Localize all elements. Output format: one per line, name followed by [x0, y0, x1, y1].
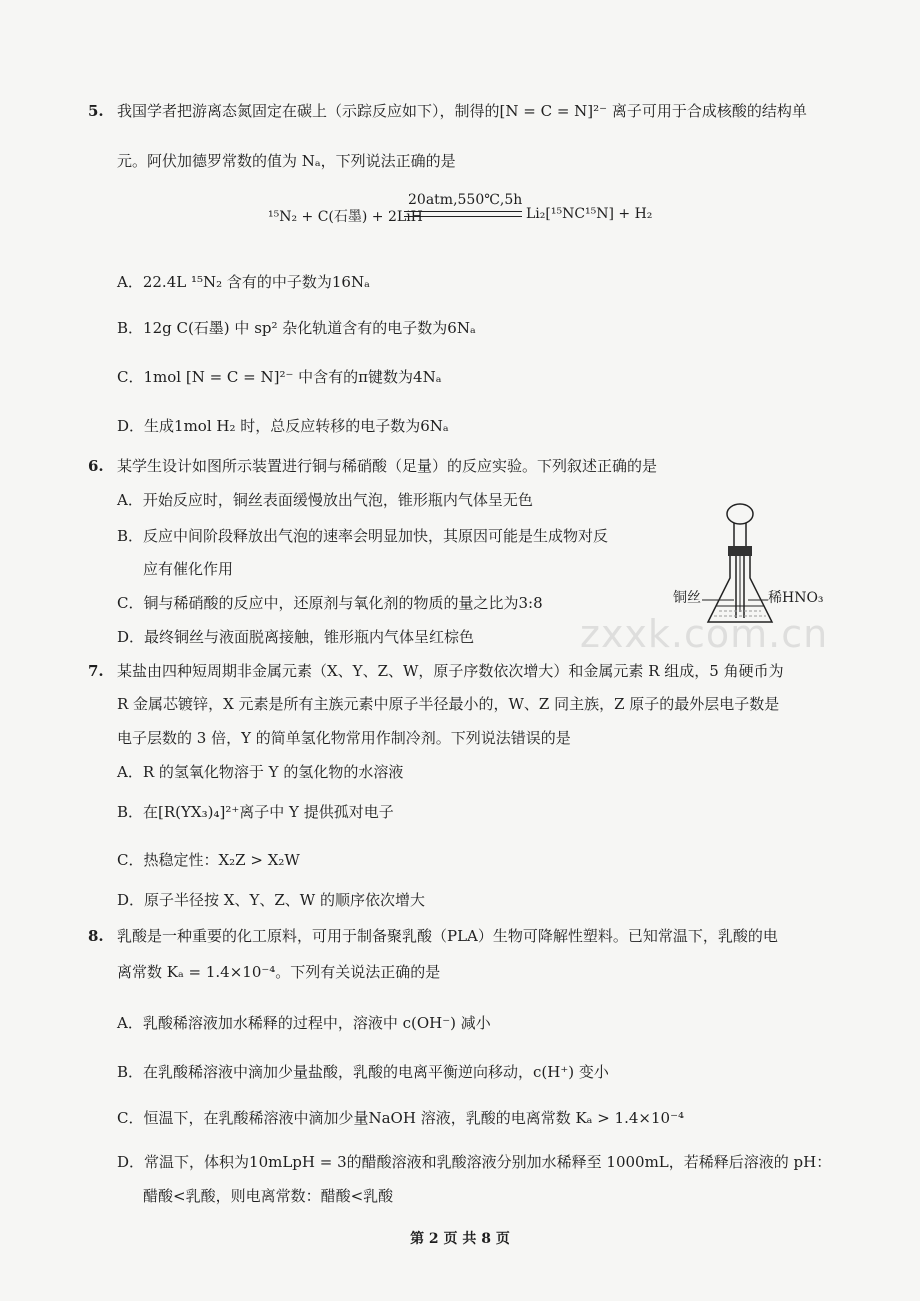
question-8-stem-line2: 离常数 Kₐ = 1.4×10⁻⁴。下列有关说法正确的是 [117, 963, 441, 981]
question-7-option-c: C．热稳定性：X₂Z > X₂W [117, 851, 300, 869]
question-7-stem-line3: 电子层数的 3 倍，Y 的简单氢化物常用作制冷剂。下列说法错误的是 [117, 729, 571, 747]
question-8-option-d-line1: D．常温下，体积为10mLpH = 3的醋酸溶液和乳酸溶液分别加水稀释至 1000mL，若稀释后溶液的 pH： [117, 1153, 832, 1171]
question-8-option-b: B．在乳酸稀溶液中滴加少量盐酸，乳酸的电离平衡逆向移动，c(H⁺) 变小 [117, 1063, 609, 1081]
question-5-option-a: A．22.4L ¹⁵N₂ 含有的中子数为16Nₐ [117, 273, 370, 291]
question-7-stem-line2: R 金属芯镀锌，X 元素是所有主族元素中原子半径最小的，W、Z 同主族，Z 原子的最外层电子数是 [117, 695, 780, 713]
question-7-stem-line1: 某盐由四种短周期非金属元素（X、Y、Z、W，原子序数依次增大）和金属元素 R 组成，5 角硬币为 [117, 662, 784, 680]
question-7-number: 7. [88, 662, 104, 680]
reaction-equation [268, 192, 668, 236]
question-8-option-c: C．恒温下，在乳酸稀溶液中滴加少量NaOH 溶液，乳酸的电离常数 Kₐ > 1.4×10⁻⁴ [117, 1109, 684, 1127]
question-6-option-b-line2: 应有催化作用 [143, 560, 234, 578]
question-8-option-d-line2: 醋酸<乳酸，则电离常数：醋酸<乳酸 [143, 1187, 394, 1205]
question-8-number: 8. [88, 927, 104, 945]
question-7-option-b: B．在[R(YX₃)₄]²⁺离子中 Y 提供孤对电子 [117, 803, 394, 821]
question-7-option-d: D．原子半径按 X、Y、Z、W 的顺序依次增大 [117, 891, 425, 909]
reaction-arrow [404, 211, 522, 217]
question-6-number: 6. [88, 457, 104, 475]
question-7-option-a: A．R 的氢氧化物溶于 Y 的氢化物的水溶液 [117, 763, 404, 781]
question-5-stem-line2: 元。阿伏加德罗常数的值为 Nₐ，下列说法正确的是 [117, 152, 456, 170]
reaction-condition: 20atm,550℃,5h [408, 192, 523, 208]
copper-wire-label: 铜丝 [673, 590, 701, 606]
reaction-reactants: ¹⁵N₂ + C(石墨) + 2LiH [268, 209, 423, 225]
question-5-number: 5. [88, 102, 104, 120]
question-6-option-a: A．开始反应时，铜丝表面缓慢放出气泡，锥形瓶内气体呈无色 [117, 491, 533, 509]
question-6-option-d: D．最终铜丝与液面脱离接触，锥形瓶内气体呈红棕色 [117, 628, 475, 646]
question-6-option-c: C．铜与稀硝酸的反应中，还原剂与氧化剂的物质的量之比为3:8 [117, 594, 543, 612]
question-5-option-d: D．生成1mol H₂ 时，总反应转移的电子数为6Nₐ [117, 417, 449, 435]
question-5-option-c: C．1mol [N = C = N]²⁻ 中含有的π键数为4Nₐ [117, 368, 442, 386]
question-8-stem-line1: 乳酸是一种重要的化工原料，可用于制备聚乳酸（PLA）生物可降解性塑料。已知常温下，乳酸的电 [117, 927, 778, 945]
dilute-nitric-acid-label: 稀HNO₃ [768, 590, 824, 606]
question-5-stem-line1: 我国学者把游离态氮固定在碳上（示踪反应如下），制得的[N = C = N]²⁻ 离子可用于合成核酸的结构单 [117, 102, 807, 120]
flask-apparatus-figure [664, 500, 864, 630]
reaction-products: Li₂[¹⁵NC¹⁵N] + H₂ [526, 206, 653, 222]
question-6-option-b-line1: B．反应中间阶段释放出气泡的速率会明显加快，其原因可能是生成物对反 [117, 527, 609, 545]
page-footer: 第 2 页 共 8 页 [410, 1231, 510, 1247]
watermark: zxxk.com.cn [580, 612, 829, 656]
question-6-stem: 某学生设计如图所示装置进行铜与稀硝酸（足量）的反应实验。下列叙述正确的是 [117, 457, 658, 475]
question-8-option-a: A．乳酸稀溶液加水稀释的过程中，溶液中 c(OH⁻) 减小 [117, 1014, 491, 1032]
question-5-option-b: B．12g C(石墨) 中 sp² 杂化轨道含有的电子数为6Nₐ [117, 319, 476, 337]
